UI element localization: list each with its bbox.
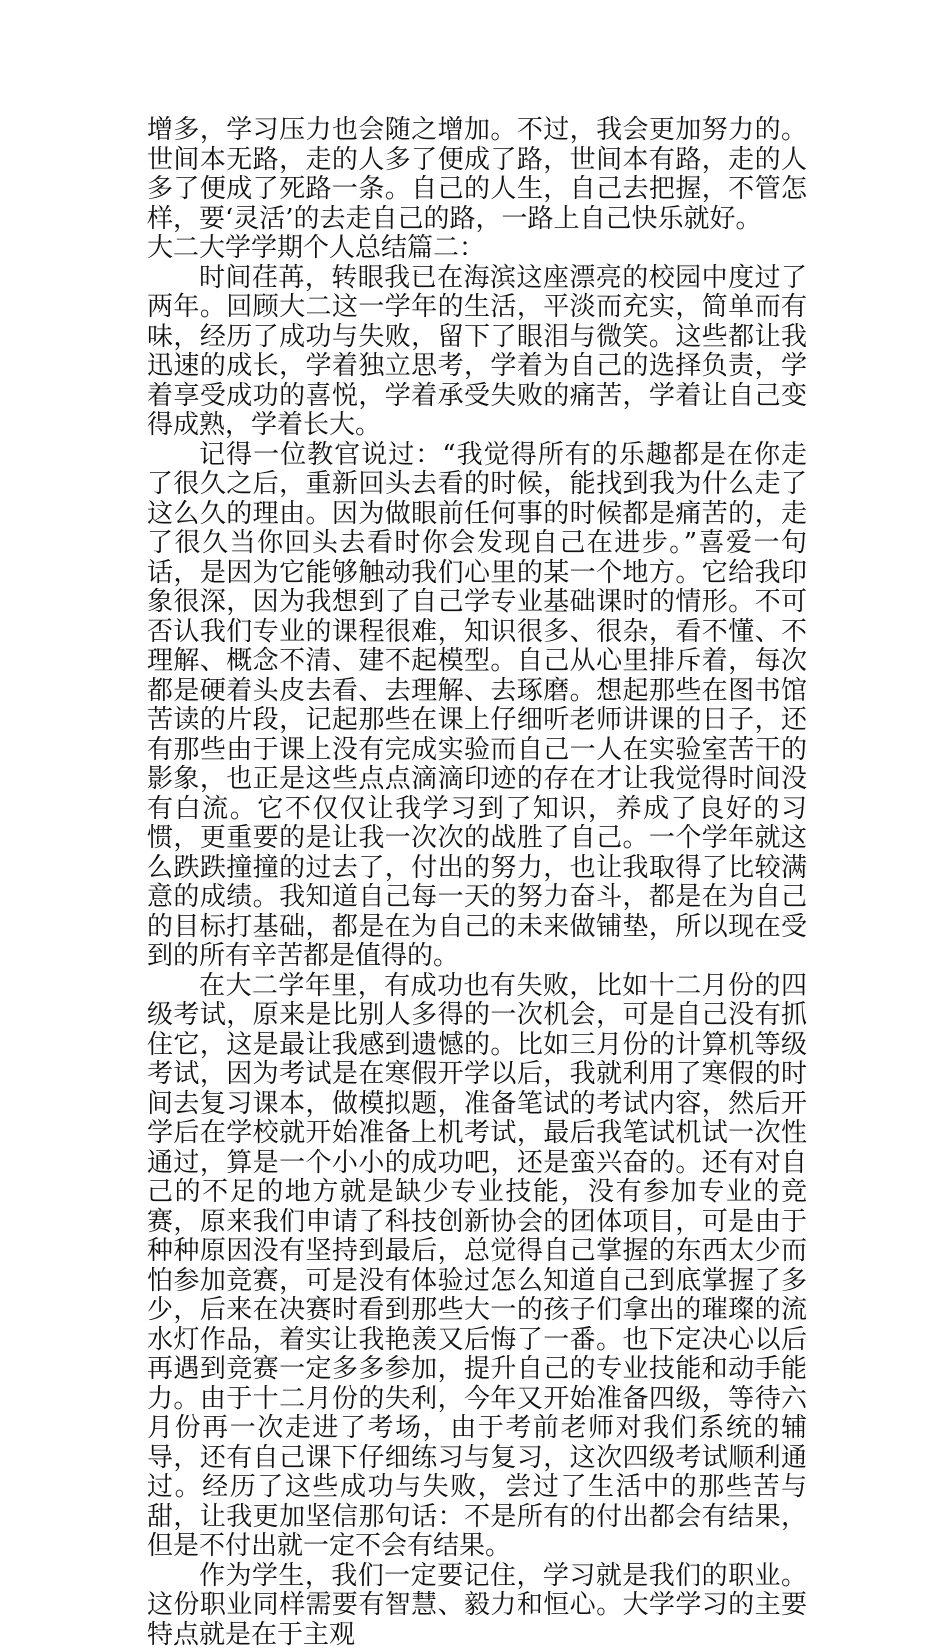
paragraph: 作为学生，我们一定要记住，学习就是我们的职业。这份职业同样需要有智慧、毅力和恒心。大学学习的主要特点就是在于主观	[147, 1562, 807, 1650]
section-heading: 大二大学学期个人总结篇二：	[147, 234, 807, 264]
document-body	[147, 116, 807, 1650]
paragraph: 时间荏苒，转眼我已在海滨这座漂亮的校园中度过了两年。回顾大二这一学年的生活，平淡而充实，简单而有味，经历了成功与失败，留下了眼泪与微笑。这些都让我迅速的成长，学着独立思考，学着为自己的选择负责，学着享受成功的喜悦，学着承受失败的痛苦，学着让自己变得成熟，学着长大。	[147, 264, 807, 441]
paragraph: 记得一位教官说过：“我觉得所有的乐趣都是在你走了很久之后，重新回头去看的时候，能找到我为什么走了这么久的理由。因为做眼前任何事的时候都是痛苦的，走了很久当你回头去看时你会发现自己在进步。”喜爱一句话，是因为它能够触动我们心里的某一个地方。它给我印象很深，因为我想到了自己学专业基础课时的情形。不可否认我们专业的课程很难，知识很多、很杂，看不懂、不理解、概念不清、建不起模型。自己从心里排斥着，每次都是硬着头皮去看、去理解、去琢磨。想起那些在图书馆苦读的片段，记起那些在课上仔细听老师讲课的日子，还有那些由于课上没有完成实验而自己一人在实验室苦干的影象，也正是这些点点滴滴印迹的存在才让我觉得时间没有白流。它不仅仅让我学习到了知识，养成了良好的习惯，更重要的是让我一次次的战胜了自己。一个学年就这么跌跌撞撞的过去了，付出的努力，也让我取得了比较满意的成绩。我知道自己每一天的努力奋斗，都是在为自己的目标打基础，都是在为自己的未来做铺垫，所以现在受到的所有辛苦都是值得的。	[147, 441, 807, 972]
paragraph: 在大二学年里，有成功也有失败，比如十二月份的四级考试，原来是比别人多得的一次机会，可是自己没有抓住它，这是最让我感到遗憾的。比如三月份的计算机等级考试，因为考试是在寒假开学以后，我就利用了寒假的时间去复习课本，做模拟题，准备笔试的考试内容，然后开学后在学校就开始准备上机考试，最后我笔试机试一次性通过，算是一个小小的成功吧，还是蛮兴奋的。还有对自己的不足的地方就是缺少专业技能，没有参加专业的竞赛，原来我们申请了科技创新协会的团体项目，可是由于种种原因没有坚持到最后，总觉得自己掌握的东西太少而怕参加竞赛，可是没有体验过怎么知道自己到底掌握了多少，后来在决赛时看到那些大一的孩子们拿出的璀璨的流水灯作品，着实让我艳羡又后悔了一番。也下定决心以后再遇到竞赛一定多多参加，提升自己的专业技能和动手能力。由于十二月份的失利，今年又开始准备四级，等待六月份再一次走进了考场，由于考前老师对我们系统的辅导，还有自己课下仔细练习与复习，这次四级考试顺利通过。经历了这些成功与失败，尝过了生活中的那些苦与甜，让我更加坚信那句话：不是所有的付出都会有结果，但是不付出就一定不会有结果。	[147, 972, 807, 1562]
paragraph-continuation: 增多，学习压力也会随之增加。不过，我会更加努力的。世间本无路，走的人多了便成了路，世间本有路，走的人多了便成了死路一条。自己的人生，自己去把握，不管怎样，要‘灵活’的去走自己的路，一路上自己快乐就好。	[147, 116, 807, 234]
